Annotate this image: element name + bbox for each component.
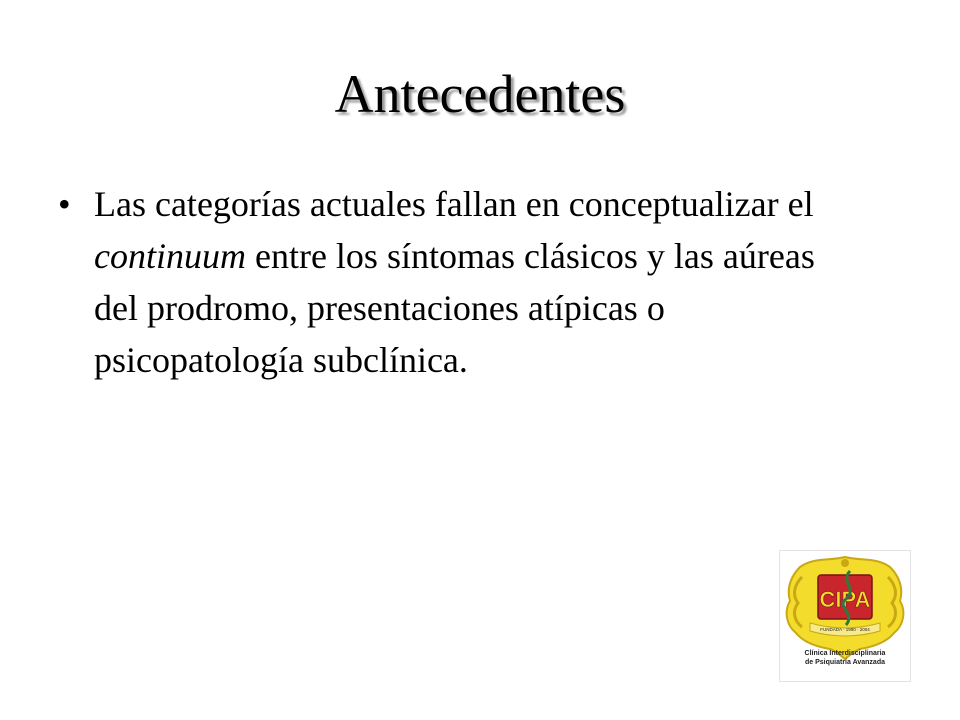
bullet-text-emphasis: continuum bbox=[94, 236, 246, 276]
slide-title: Antecedentes bbox=[334, 64, 626, 124]
bullet-item bbox=[52, 178, 852, 386]
logo-motto: FUNDADA · 1990 · 2004 bbox=[820, 627, 870, 632]
clinic-logo bbox=[779, 550, 911, 682]
logo-monogram: CIPA bbox=[819, 587, 871, 612]
bullet-text-start: Las categorías actuales fallan en conceptualizar el bbox=[94, 184, 814, 224]
logo-caption-line2: de Psiquiatría Avanzada bbox=[804, 659, 886, 666]
bullet-text-end: entre los síntomas clásicos y las aúreas del prodromo, presentaciones atípicas o psicopatología subclínica. bbox=[94, 236, 815, 380]
bullet-marker: • bbox=[58, 184, 71, 224]
bullet-list bbox=[52, 178, 852, 386]
logo-caption-line1: Clínica Interdisciplinaria bbox=[804, 650, 886, 657]
clinic-crest-logo-icon bbox=[780, 551, 910, 681]
